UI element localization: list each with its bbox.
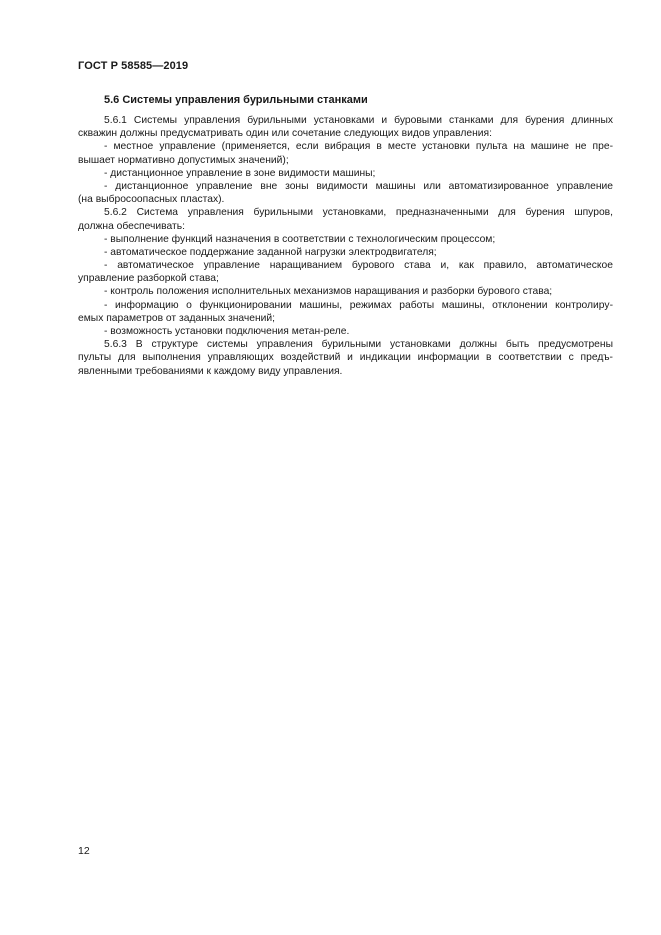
text-line: емых параметров от заданных значений; (78, 312, 276, 324)
text-line: - автоматическое управление наращиванием бурового става и, как правило, автоматическое (104, 260, 613, 272)
text-line: явленными требованиями к каждому виду управления. (78, 365, 343, 377)
page-number: 12 (78, 845, 90, 857)
text-line: (на выбросоопасных пластах). (78, 194, 225, 206)
text-line: 5.6.3 В структуре системы управления бурильными установками должны быть предусмотрены (104, 339, 613, 351)
text-line: 5.6.1 Системы управления бурильными установками и буровыми станками для бурения длинных (104, 115, 613, 126)
text-line: - автоматическое поддержание заданной нагрузки электродвигателя; (104, 246, 437, 258)
text-line: - дистанционное управление вне зоны видимости машины или автоматизированное управление (104, 180, 613, 192)
text-line: вышает нормативно допустимых значений); (78, 154, 289, 166)
document-header: ГОСТ Р 58585—2019 (78, 60, 189, 72)
text-line: скважин должны предусматривать один или сочетание следующих видов управления: (78, 128, 492, 140)
text-line: - местное управление (применяется, если вибрация в месте установки пульта на машине не пре- (104, 141, 613, 153)
text-line: - дистанционное управление в зоне видимости машины; (104, 167, 376, 179)
text-line: должна обеспечивать: (78, 220, 185, 232)
text-line: 5.6.2 Система управления бурильными установками, предназначенными для бурения шпуров, (104, 207, 613, 219)
section-title: 5.6 Системы управления бурильными станками (104, 94, 368, 106)
text-line: - выполнение функций назначения в соответствии с технологическим процессом; (104, 233, 496, 245)
text-line: - возможность установки подключения метан-реле. (104, 326, 350, 337)
text-line: пульты для выполнения управляющих воздействий и индикации информации в соответствии с предъ- (78, 352, 613, 364)
text-line: управление разборкой става; (78, 273, 219, 285)
section-body (78, 114, 613, 378)
text-line: - контроль положения исполнительных механизмов наращивания и разборки бурового става; (104, 286, 553, 298)
text-line: - информацию о функционировании машины, режимах работы машины, отклонении контролиру- (104, 299, 613, 311)
